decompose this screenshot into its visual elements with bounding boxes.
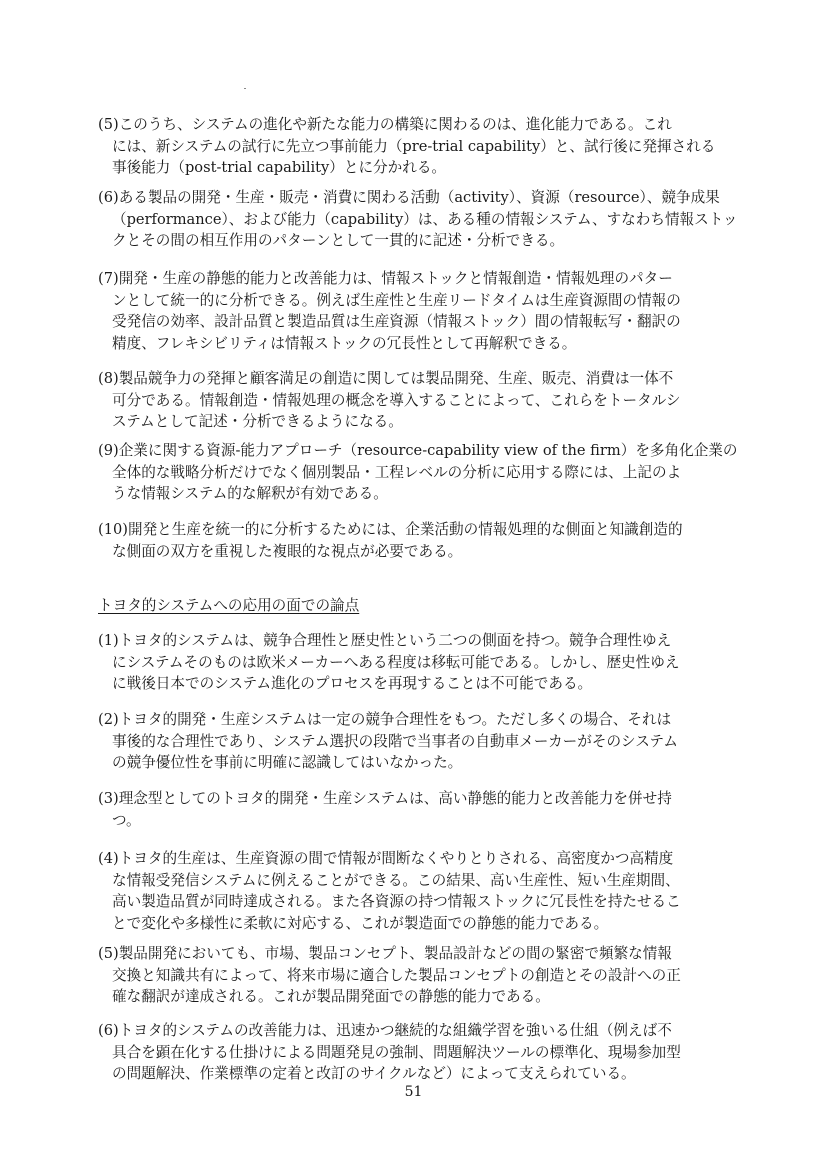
numbered-paragraph: [98, 519, 774, 562]
paragraph-line: ンとして統一的に分析できる。例えば生産性と生産リードタイムは生産資源間の情報の: [112, 291, 681, 309]
paragraph-line: [98, 368, 774, 390]
paragraph-line: な情報受発信システムに例えることができる。この結果、高い生産性、短い生産期間、: [112, 871, 680, 889]
paragraph-line: クとその間の相互作用のパターンとして一貫的に記述・分析できる。: [112, 232, 565, 249]
numbered-paragraph: [98, 114, 774, 179]
paragraph-line: [98, 519, 774, 541]
paragraph-number: (10): [98, 521, 128, 538]
paragraph-line: 高い製造品質が同時達成される。また各資源の持つ情報ストックに冗長性を持たせるこ: [112, 893, 681, 910]
paragraph-line: とで変化や多様性に柔軟に対応する、これが製造面での静態的能力である。: [112, 914, 609, 932]
paragraph-number: (3): [98, 790, 119, 807]
paragraph-line: [98, 630, 774, 652]
page-number: 51: [404, 1084, 423, 1100]
numbered-paragraph: [98, 630, 774, 695]
paragraph-text: このうち、システムの進化や新たな能力の構築に関わるのは、進化能力である。これ: [118, 116, 672, 133]
paragraph-number: (5): [98, 945, 119, 962]
paragraph-text: 企業に関する資源-能力アプローチ（resource-capability view of the firm）を多角化企業の: [118, 442, 738, 459]
paragraph-number: (1): [98, 632, 119, 649]
paragraph-line: [98, 1020, 774, 1042]
paragraph-line: [98, 788, 774, 810]
paragraph-line: な側面の双方を重視した複眼的な視点が必要である。: [112, 542, 463, 560]
section-heading: トヨタ的システムへの応用の面での論点: [98, 597, 360, 614]
paragraph-line: 事後能力（post-trial capability）とに分かれる。: [112, 159, 447, 176]
paragraph-text: トヨタ的生産は、生産資源の間で情報が間断なくやりとりされる、高密度かつ高精度: [118, 850, 674, 867]
paragraph-line: 受発信の効率、設計品質と製造品質は生産資源（情報ストック）間の情報転写・翻訳の: [112, 313, 681, 330]
paragraph-text: 製品開発においても、市場、製品コンセプト、製品設計などの間の緊密で頻繁な情報: [118, 945, 672, 962]
scan-speck: [244, 88, 246, 89]
paragraph-line: 精度、フレキシビリティは情報ストックの冗長性として再解釈できる。: [112, 334, 577, 352]
numbered-paragraph: [98, 848, 774, 934]
paragraph-line: 事後的な合理性であり、システム選択の段階で当事者の自動車メーカーがそのシステム: [112, 732, 678, 750]
numbered-paragraph: [98, 368, 774, 433]
paragraph-line: 交換と知識共有によって、将来市場に適合した製品コンセプトの創造とその設計への正: [112, 966, 681, 984]
paragraph-line: つ。: [112, 811, 141, 829]
numbered-paragraph: [98, 187, 774, 252]
paragraph-number: (4): [98, 850, 119, 867]
paragraph-line: の競争優位性を事前に明確に認識してはいなかった。: [112, 754, 463, 771]
paragraph-number: (5): [98, 116, 119, 133]
numbered-paragraph: [98, 788, 774, 831]
paragraph-number: (7): [98, 270, 119, 287]
paragraph-line: （performance）、および能力（capability）は、ある種の情報システム、すなわち情報ストッ: [112, 210, 738, 228]
numbered-paragraph: [98, 440, 774, 505]
paragraph-text: 理念型としてのトヨタ的開発・生産システムは、高い静態的能力と改善能力を併せ持: [118, 790, 672, 807]
paragraph-line: [98, 709, 774, 731]
paragraph-text: トヨタ的システムの改善能力は、迅速かつ継続的な組織学習を強いる仕組（例えば不: [118, 1022, 672, 1039]
paragraph-number: (8): [98, 370, 119, 387]
paragraph-line: に戦後日本でのシステム進化のプロセスを再現することは不可能である。: [112, 675, 593, 692]
paragraph-line: 確な翻訳が達成される。これが製品開発面での静態的能力である。: [112, 988, 550, 1005]
paragraph-line: [98, 268, 774, 290]
numbered-paragraph: [98, 709, 774, 774]
paragraph-line: ステムとして記述・分析できるようになる。: [112, 413, 403, 430]
paragraph-line: 具合を顕在化する仕掛けによる問題発見の強制、問題解決ツールの標準化、現場参加型: [112, 1043, 681, 1061]
paragraph-text: トヨタ的開発・生産システムは一定の競争合理性をもつ。ただし多くの場合、それは: [118, 711, 672, 728]
paragraph-number: (6): [98, 189, 119, 206]
paragraph-text: トヨタ的システムは、競争合理性と歴史性という二つの側面を持つ。競争合理性ゆえ: [118, 632, 672, 649]
paragraph-line: 可分である。情報創造・情報処理の概念を導入することによって、これらをトータルシ: [112, 391, 681, 409]
paragraph-text: ある製品の開発・生産・販売・消費に関わる活動（activity）、資源（resource）、競争成果: [118, 189, 720, 206]
paragraph-line: うな情報システム的な解釈が有効である。: [112, 485, 388, 502]
paragraph-line: にシステムそのものは欧米メーカーへある程度は移転可能である。しかし、歴史性ゆえ: [112, 653, 680, 671]
paragraph-line: には、新システムの試行に先立つ事前能力（pre-trial capability）と、試行後に発揮される: [112, 137, 716, 155]
paragraph-text: 開発と生産を統一的に分析するためには、企業活動の情報処理的な側面と知識創造的: [127, 521, 683, 538]
numbered-paragraph: [98, 943, 774, 1008]
paragraph-line: [98, 943, 774, 965]
paragraph-text: 開発・生産の静態的能力と改善能力は、情報ストックと情報創造・情報処理のパター: [118, 270, 673, 287]
paragraph-text: 製品競争力の発揮と顧客満足の創造に関しては製品開発、生産、販売、消費は一体不: [118, 370, 674, 387]
paragraph-number: (9): [98, 442, 119, 459]
paragraph-number: (6): [98, 1022, 119, 1039]
numbered-paragraph: [98, 1020, 774, 1085]
paragraph-line: [98, 114, 774, 136]
paragraph-line: [98, 187, 774, 209]
paragraph-line: [98, 848, 774, 870]
paragraph-line: 全体的な戦略分析だけでなく個別製品・工程レベルの分析に応用する際には、上記のよ: [112, 463, 682, 481]
paragraph-number: (2): [98, 711, 119, 728]
paragraph-line: の問題解決、作業標準の定着と改訂のサイクルなど）によって支えられている。: [112, 1065, 636, 1082]
paragraph-line: [98, 440, 774, 462]
numbered-paragraph: [98, 268, 774, 354]
